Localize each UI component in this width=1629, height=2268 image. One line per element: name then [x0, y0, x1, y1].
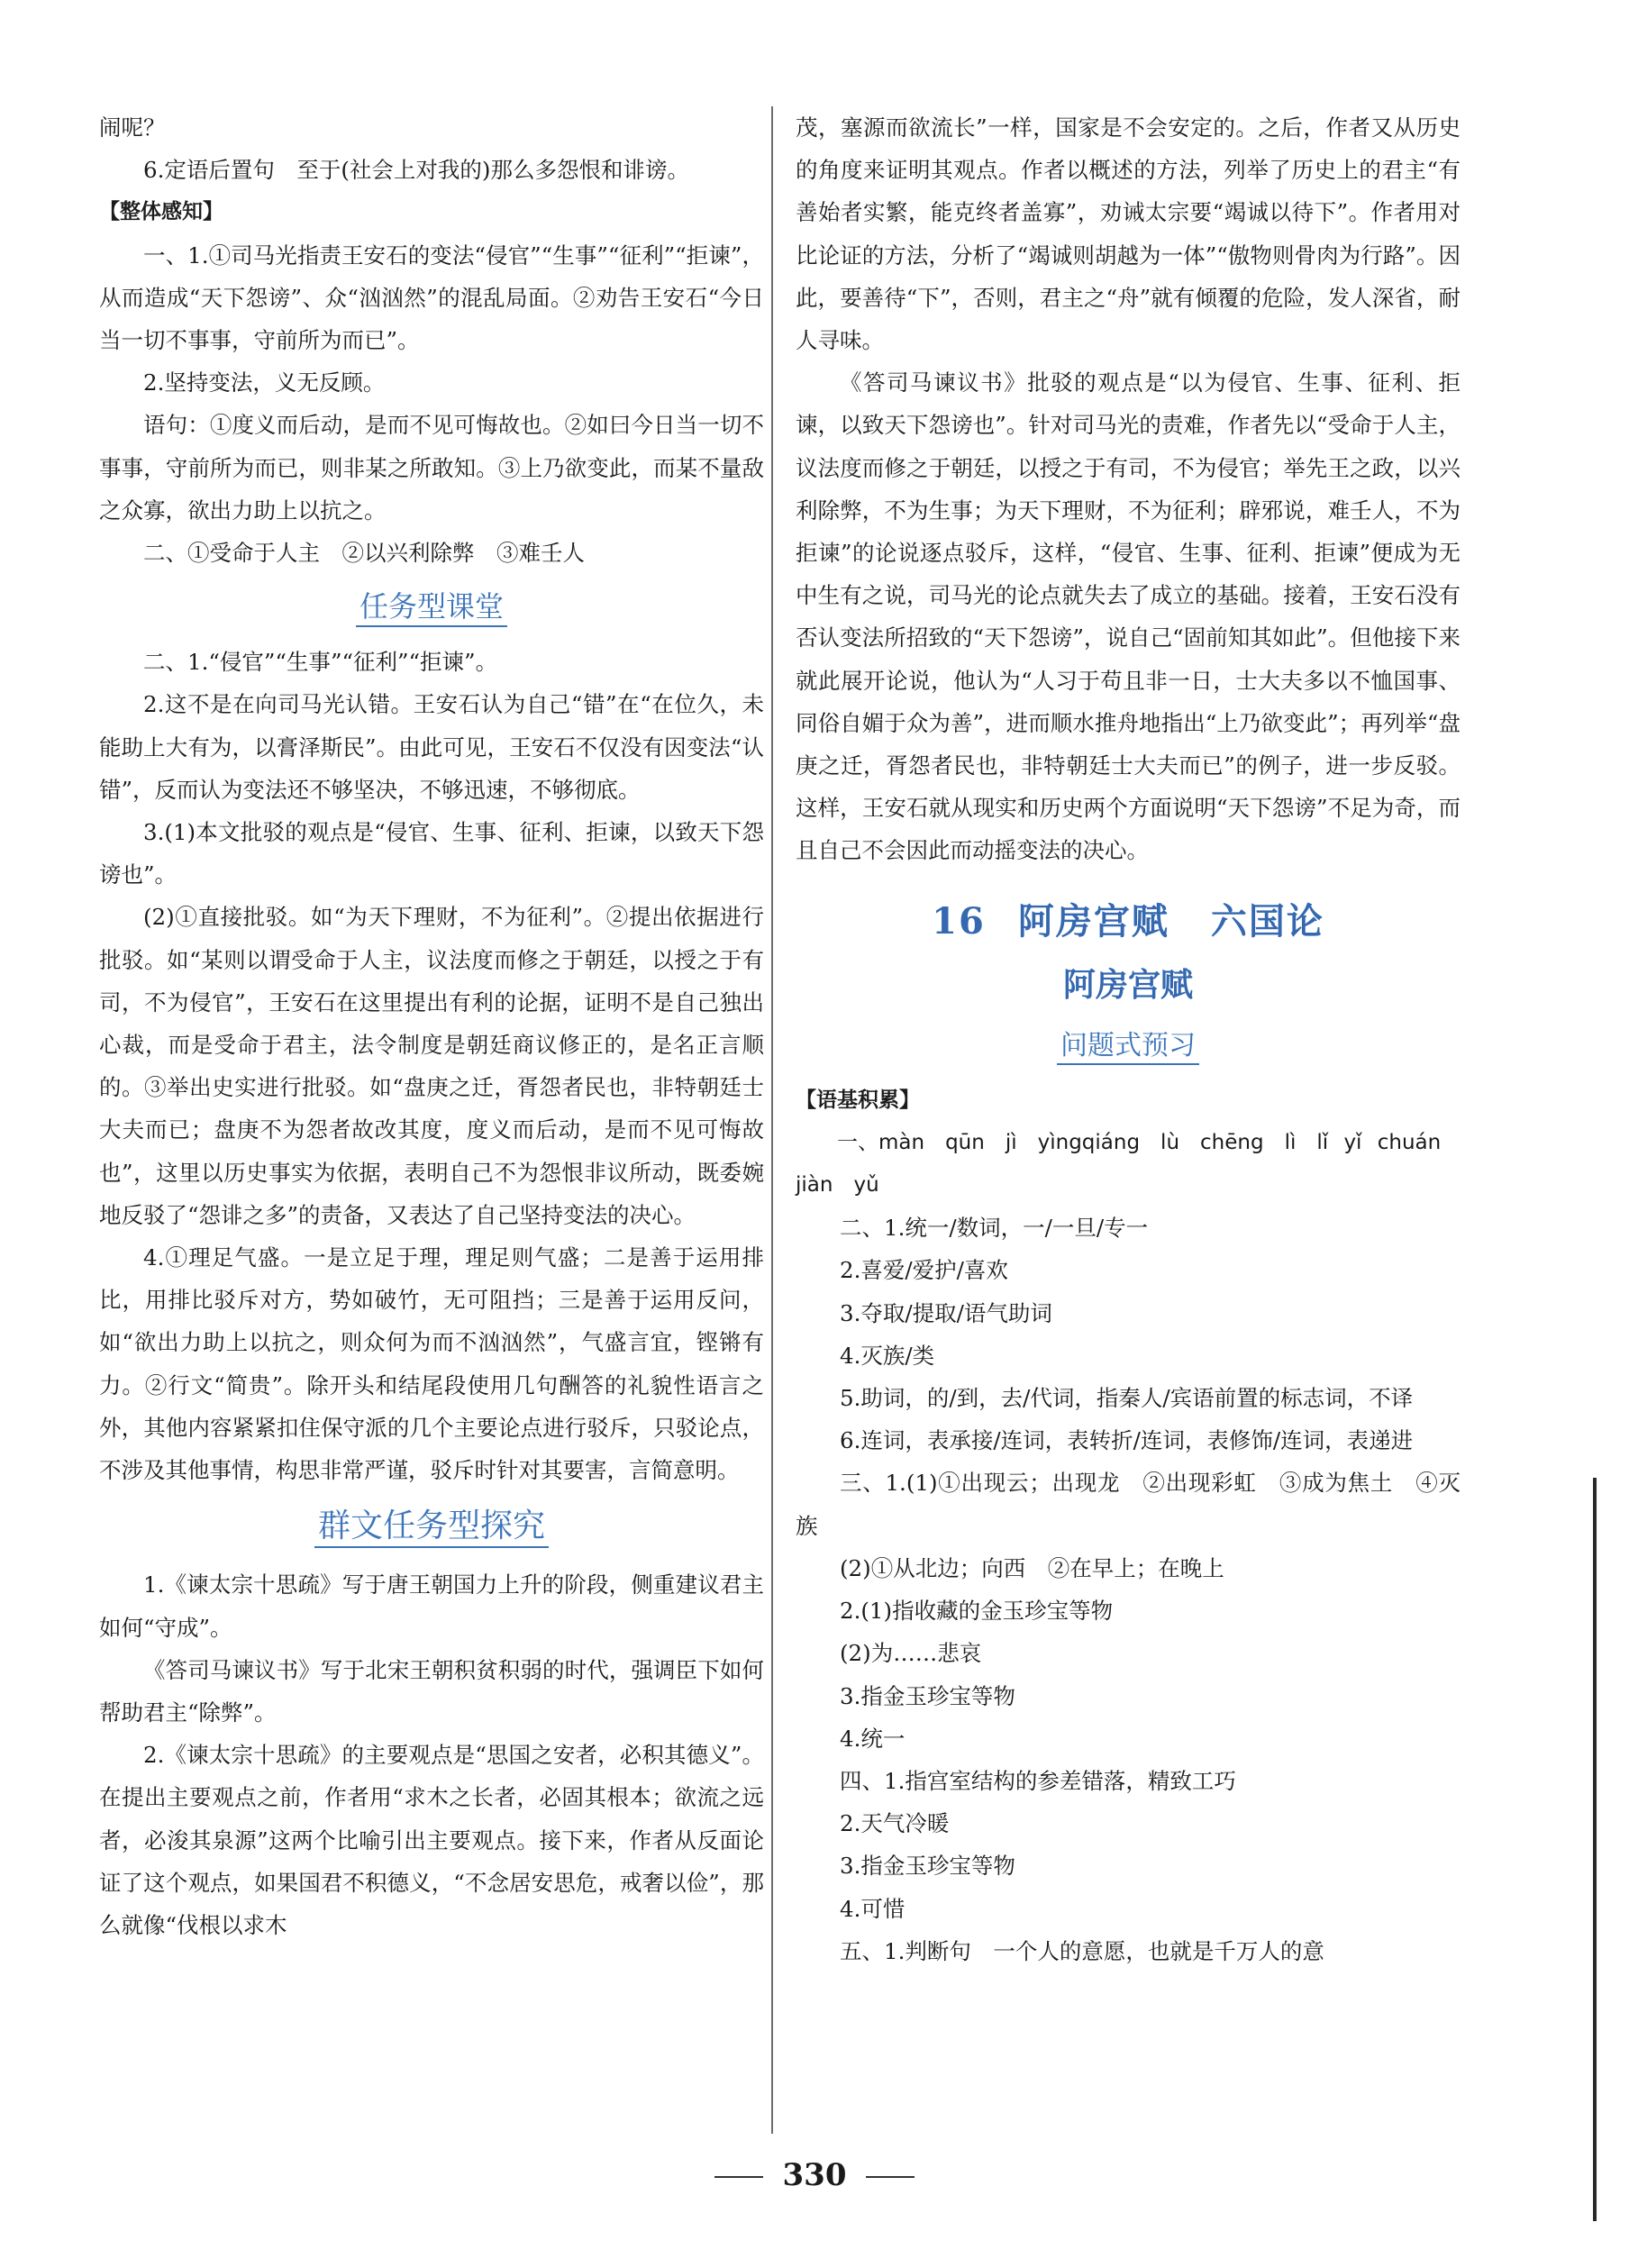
subtitle: 阿房宫赋: [1062, 965, 1193, 1004]
chapter-title-b: 六国论: [1210, 899, 1324, 943]
paragraph: 4.①理足气盛。一是立足于理，理足则气盛；二是善于运用排比，用排比驳斥对方，势如破竹，无可阻挡；三是善于运用反问，如“欲出力助上以抗之，则众何为而不汹汹然”，气盛言宜，铿锵有力。②行文“简贵”。除开头和结尾段使用几句酬答的礼貌性语言之外，其他内容紧紧扣住保守派的几个主要论点进行驳斥，只驳论点，不涉及其他事情，构思非常严谨，驳斥时针对其要害，言简意明。: [99, 1244, 764, 1484]
answer-line: (2)①从北边；向西 ②在早上；在晚上: [840, 1554, 1224, 1581]
answer-line: 4.灭族/类: [840, 1342, 935, 1369]
chapter-title-a: 阿房宫赋: [1017, 899, 1169, 943]
paragraph: 2.这不是在向司马光认错。王安石认为自己“错”在“在位久，未能助上大有为，以膏泽斯民”。由此可见，王安石不仅没有因变法“认错”，反而认为变法还不够坚决，不够迅速，不够彻底。: [99, 691, 764, 803]
left-column: [99, 106, 764, 1946]
page-number: 330: [782, 2157, 847, 2193]
paragraph: 《答司马谏议书》写于北宋王朝积贫积弱的时代，强调臣下如何帮助君主“除弊”。: [99, 1656, 764, 1726]
footer-dash: [714, 2176, 763, 2178]
paragraph: 语句：①度义而后动，是而不见可悔故也。②如曰今日当一切不事事，守前所为而已，则非某之所敢知。③上乃欲变此，而某不量敌之众寡，欲出力助上以抗之。: [99, 412, 764, 524]
chapter-title: [796, 888, 1461, 955]
answer-line: 3.指金玉珍宝等物: [840, 1682, 1015, 1709]
paragraph: 一、1.①司马光指责王安石的变法“侵官”“生事”“征利”“拒谏”，从而造成“天下怨谤”、众“汹汹然”的混乱局面。②劝告王安石“今日当一切不事事，守前所为而已”。: [99, 241, 764, 354]
paragraph: 2.《谏太宗十思疏》的主要观点是“思国之安者，必积其德义”。在提出主要观点之前，作者用“求木之长者，必固其根本；欲流之远者，必浚其泉源”这两个比喻引出主要观点。接下来，作者从反面论证了这个观点，如果国君不积德义，“不念居安思危，戒奢以俭”，那么就像“伐根以求木: [99, 1742, 764, 1938]
answer-line: 三、1.(1)①出现云；出现龙 ②出现彩虹 ③成为焦土 ④灭族: [796, 1470, 1461, 1539]
answer-line: 4.统一: [840, 1725, 906, 1752]
paragraph: 6.定语后置句 至于(社会上对我的)那么多怨恨和诽谤。: [143, 157, 689, 184]
answer-line: 2.喜爱/爱护/喜欢: [840, 1257, 1008, 1284]
task-heading-class: [99, 579, 764, 633]
paragraph: 1.《谏太宗十思疏》写于唐王朝国力上升的阶段，侧重建议君主如何“守成”。: [99, 1571, 764, 1641]
task-heading-group: [99, 1497, 764, 1556]
paragraph: 二、1.“侵官”“生事”“征利”“拒谏”。: [143, 649, 498, 676]
task-heading-text: 问题式预习: [1057, 1030, 1199, 1065]
pinyin-answers: 一、màn qūn jì yìngqiáng lù chēng lì lǐ yǐ chuán jiàn yǔ: [796, 1130, 1462, 1198]
answer-line: 3.夺取/提取/语气助词: [840, 1299, 1052, 1326]
answer-line: 4.可惜: [840, 1895, 906, 1922]
paragraph: 3.(1)本文批驳的观点是“侵官、生事、征利、拒谏，以致天下怨谤也”。: [99, 819, 764, 888]
answer-line: 五、1.判断句 一个人的意愿，也就是千万人的意: [840, 1937, 1324, 1964]
task-heading-text: 群文任务型探究: [314, 1507, 549, 1548]
answer-line: 二、1.统一/数词，一/一旦/专一: [840, 1215, 1149, 1242]
page-footer: [0, 2155, 1629, 2195]
answer-line: 2.天气冷暖: [840, 1810, 950, 1837]
column-divider: [771, 106, 773, 2134]
answer-line: 6.连词，表承接/连词，表转折/连词，表修饰/连词，表递进: [840, 1427, 1414, 1454]
section-heading-overall: 【整体感知】: [99, 200, 223, 224]
answer-line: 3.指金玉珍宝等物: [840, 1853, 1015, 1880]
answer-line: 2.(1)指收藏的金玉珍宝等物: [840, 1598, 1114, 1625]
right-column: [796, 106, 1461, 1972]
answer-line: (2)为……悲哀: [840, 1640, 982, 1667]
paragraph: 《答司马谏议书》批驳的观点是“以为侵官、生事、征利、拒谏，以致天下怨谤也”。针对司马光的责难，作者先以“受命于人主，议法度而修之于朝廷，以授之于有司，不为侵官；举先王之政，以兴利除弊，不为生事；为天下理财，不为征利；辟邪说，难壬人，不为拒谏”的论说逐点驳斥，这样，“侵官、生事、征利、拒谏”便成为无中生有之说，司马光的论点就失去了成立的基础。接着，王安石没有否认变法所招致的“天下怨谤”，说自己“固前知其如此”。但他接下来就此展开论说，他认为“人习于苟且非一日，士大夫多以不恤国事、同俗自媚于众为善”，进而顺水推舟地指出“上乃欲变此”；再列举“盘庚之迁，胥怨者民也，非特朝廷士大夫而已”的例子，进一步反驳。这样，王安石就从现实和历史两个方面说明“天下怨谤”不足为奇，而且自己不会因此而动摇变法的决心。: [796, 369, 1461, 864]
paragraph: 二、①受命于人主 ②以兴利除弊 ③难壬人: [143, 540, 585, 567]
paragraph: 闹呢？: [99, 114, 166, 141]
answer-line: 四、1.指宫室结构的参差错落，精致工巧: [840, 1767, 1236, 1794]
task-heading-preview: [796, 1020, 1461, 1072]
footer-dash: [866, 2176, 915, 2178]
chapter-number: 16: [932, 899, 986, 943]
paragraph: 茂，塞源而欲流长”一样，国家是不会安定的。之后，作者又从历史的角度来证明其观点。作者以概述的方法，列举了历史上的君主“有善始者实繁，能克终者盖寡”，劝诫太宗要“竭诚以待下”。作者用对比论证的方法，分析了“竭诚则胡越为一体”“傲物则骨肉为行路”。因此，要善待“下”，否则，君主之“舟”就有倾覆的危险，发人深省，耐人寻味。: [796, 114, 1461, 354]
paragraph: 2.坚持变法，义无反顾。: [143, 369, 386, 396]
paragraph: (2)①直接批驳。如“为天下理财，不为征利”。②提出依据进行批驳。如“某则以谓受命于人主，议法度而修之于朝廷，以授之于有司，不为侵官”，王安石在这里提出有利的论据，证明不是自己独出心裁，而是受命于君主，法令制度是朝廷商议修正的，是名正言顺的。③举出史实进行批驳。如“盘庚之迁，胥怨者民也，非特朝廷士大夫而已；盘庚不为怨者故改其度，度义而后动，是而不见可悔故也”，这里以历史事实为依据，表明自己不为怨恨非议所动，既委婉地反驳了“怨诽之多”的责备，又表达了自己坚持变法的决心。: [99, 904, 764, 1228]
answer-line: 5.助词，的/到，去/代词，指秦人/宾语前置的标志词，不译: [840, 1385, 1414, 1412]
task-heading-text: 任务型课堂: [356, 589, 507, 627]
section-heading-lang: 【语基积累】: [796, 1088, 920, 1112]
page-edge-bar: [1593, 1478, 1597, 2221]
